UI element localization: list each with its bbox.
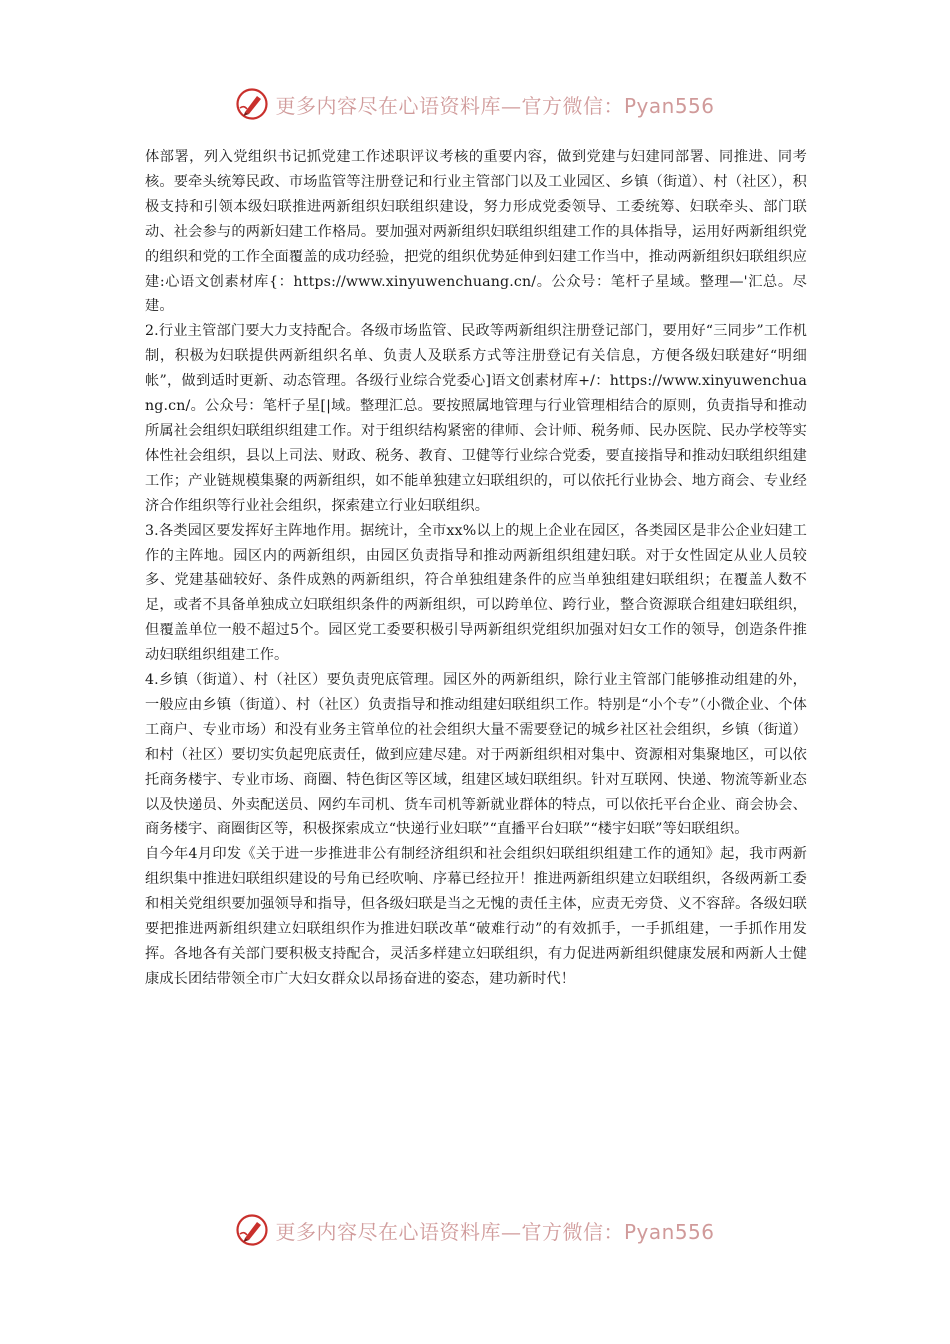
paragraph-2: 2.行业主管部门要大力支持配合。各级市场监管、民政等两新组织注册登记部门，要用好“三同步”工作机制，积极为妇联提供两新组织名单、负责人及联系方式等注册登记有关信息，方便各级妇联建好“明细帐”，做到适时更新、动态管理。各级行业综合党委心]语文创素材库+/：https://www.xinyuwenchuang.cn/。公众号：笔杆子星[|域。整理汇总。要按照属地管理与行业管理相结合的原则，负责指导和推动所属社会组织妇联组织组建工作。对于组织结构紧密的律师、会计师、税务师、民办医院、民办学校等实体性社会组织，县以上司法、财政、税务、教育、卫健等行业综合党委，要直接指导和推动妇联组织组建工作；产业链规模集聚的两新组织，如不能单独建立妇联组织的，可以依托行业协会、地方商会、专业经济合作组织等行业社会组织，探索建立行业妇联组织。 (145, 323, 807, 514)
watermark-banner-bottom (0, 1208, 950, 1252)
paragraph-1: 体部署，列入党组织书记抓党建工作述职评议考核的重要内容，做到党建与妇建同部署、同推进、同考核。要牵头统筹民政、市场监管等注册登记和行业主管部门以及工业园区、乡镇（街道）、村（社区），积极支持和引领本级妇联推进两新组织妇联组织建设，努力形成党委领导、工委统筹、妇联牵头、部门联动、社会参与的两新妇建工作格局。要加强对两新组织妇联组织组建工作的具体指导，运用好两新组织党的组织和党的工作全面覆盖的成功经验，把党的组织优势延伸到妇建工作当中，推动两新组织妇联组织应建:心语文创素材库{：https://www.xinyuwenchuang.cn/。公众号：笔杆子星域。整理—'汇总。尽建。 (145, 149, 807, 315)
document-body (145, 145, 807, 992)
paragraph-4: 4.乡镇（街道）、村（社区）要负责兜底管理。园区外的两新组织，除行业主管部门能够推动组建的外，一般应由乡镇（街道）、村（社区）负责指导和推动组建妇联组织工作。特别是“小个专”（小微企业、个体工商户、专业市场）和没有业务主管单位的社会组织大量不需要登记的城乡社区社会组织，乡镇（街道）和村（社区）要切实负起兜底责任，做到应建尽建。对于两新组织相对集中、资源相对集聚地区，可以依托商务楼宇、专业市场、商圈、特色街区等区域，组建区域妇联组织。针对互联网、快递、物流等新业态以及快递员、外卖配送员、网约车司机、货车司机等新就业群体的特点，可以依托平台企业、商会协会、商务楼宇、商圈街区等，积极探索成立“快递行业妇联”“直播平台妇联”“楼宇妇联”等妇联组织。 (145, 672, 807, 838)
pen-logo-icon (235, 87, 269, 121)
watermark-banner-top (0, 82, 950, 126)
wechat-id: Pyan556 (623, 93, 715, 118)
paragraph-3: 3.各类园区要发挥好主阵地作用。据统计，全市xx%以上的规上企业在园区，各类园区是非公企业妇建工作的主阵地。园区内的两新组织，由园区负责指导和推动两新组织组建妇联。对于女性固定从业人员较多、党建基础较好、条件成熟的两新组织，符合单独组建条件的应当单独组建妇联组织；在覆盖人数不足，或者不具备单独成立妇联组织条件的两新组织，可以跨单位、跨行业，整合资源联合组建妇联组织，但覆盖单位一般不超过5个。园区党工委要积极引导两新组织党组织加强对妇女工作的领导，创造条件推动妇联组织组建工作。 (145, 522, 807, 664)
watermark-text: 更多内容尽在心语资料库—官方微信：Pyan556 (275, 93, 715, 118)
pen-logo-icon (235, 1213, 269, 1247)
paragraph-5: 自今年4月印发《关于进一步推进非公有制经济组织和社会组织妇联组织组建工作的通知》起，我市两新组织集中推进妇联组织建设的号角已经吹响、序幕已经拉开！推进两新组织建立妇联组织，各级两新工委和相关党组织要加强领导和指导，但各级妇联是当之无愧的责任主体，应责无旁贷、义不容辞。各级妇联要把推进两新组织建立妇联组织作为推进妇联改革“破难行动”的有效抓手，一手抓组建，一手抓作用发挥。各地各有关部门要积极支持配合，灵活多样建立妇联组织，有力促进两新组织健康发展和两新人士健康成长团结带领全市广大妇女群众以昂扬奋进的姿态，建功新时代！ (145, 846, 807, 987)
wechat-id: Pyan556 (623, 1219, 715, 1244)
watermark-text: 更多内容尽在心语资料库—官方微信：Pyan556 (275, 1219, 715, 1244)
